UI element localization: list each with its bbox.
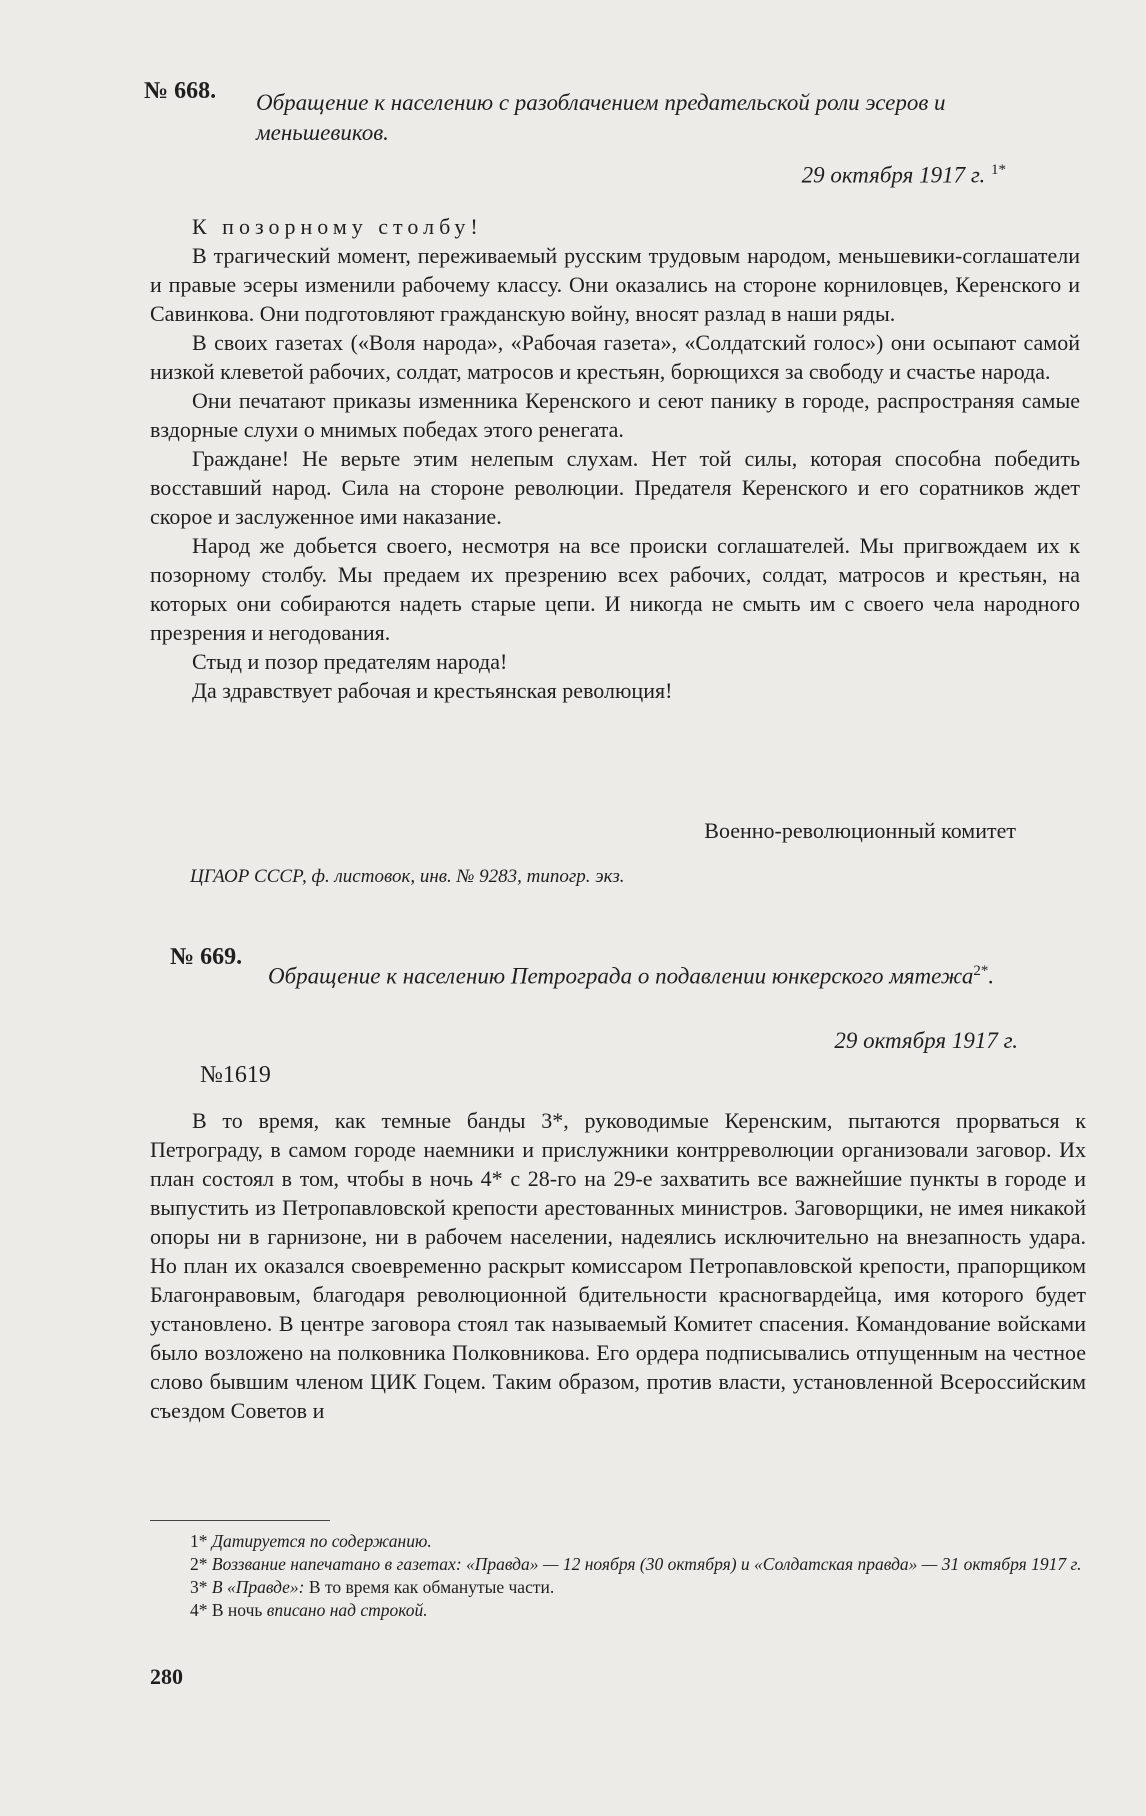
- footnote-4-text: вписано над строкой.: [266, 1600, 428, 1620]
- doc-669-issue-number: №1619: [200, 1062, 271, 1088]
- doc-668-date-note: 1*: [991, 162, 1006, 178]
- doc-668-body: [150, 212, 1080, 705]
- doc-668-number: № 668.: [144, 78, 217, 104]
- doc-668-paragraph-3: Они печатают приказы изменника Керенского и сеют панику в городе, распространяя самые вздорные слухи о мнимых победах этого ренегата.: [150, 388, 1080, 442]
- doc-669-title-note: 2*: [973, 963, 989, 979]
- doc-669-title: Обращение к населению Петрограда о подавлении юнкерского мятежа$^{2*}$.: [268, 963, 995, 989]
- footnotes: [150, 1530, 1086, 1622]
- footnote-4: [150, 1599, 1086, 1622]
- doc-668-paragraph-4: Граждане! Не верьте этим нелепым слухам. Нет той силы, которая способна победить восставший народ. Сила на стороне революции. Предателя Керенского и его соратников ждет скорое и заслуженное ими наказание.: [150, 446, 1080, 529]
- doc-669-title-text: Обращение к населению Петрограда о подавлении юнкерского мятежа: [268, 963, 974, 989]
- footnote-2-text: Воззвание напечатано в газетах: «Правда» — 12 ноября (30 октября) и «Солдатская правда» — 31 октября 1917 г.: [211, 1554, 1082, 1574]
- footnote-4-label: В ночь: [211, 1600, 263, 1620]
- footnote-3-mark: 3*: [190, 1577, 208, 1597]
- doc-668-paragraph-2: В своих газетах («Воля народа», «Рабочая газета», «Солдатский голос») они осыпают самой низкой клеветой рабочих, солдат, матросов и крестьян, борющихся за свободу и счастье народа.: [150, 330, 1080, 384]
- footnote-1-mark: 1*: [190, 1531, 208, 1551]
- doc-668-paragraph-7: Да здравствует рабочая и крестьянская революция!: [192, 678, 673, 703]
- doc-669-paragraph-1: В то время, как темные банды 3*, руководимые Керенским, пытаются прорваться к Петрограду, в самом городе наемники и прислужники контрреволюции организовали заговор. Их план состоял в том, чтобы в ночь 4* с 28-го на 29-е захватить все важнейшие пункты в городе и выпустить из Петропавловской крепости арестованных министров. Заговорщики, не имея никакой опоры ни в гарнизоне, ни в рабочем населении, надеялись исключительно на внезапность удара. Но план их оказался своевременно раскрыт комиссаром Петропавловской крепости, прапорщиком Благонравовым, благодаря революционной бдительности красногвардейца, имя которого будет установлено. В центре заговора стоял так называемый Комитет спасения. Командование войсками было возложено на полковника Полковникова. Его ордера подписывались отпущенным на честное слово бывшим членом ЦИК Гоцем. Таким образом, против власти, установленной Всероссийским съездом Советов и: [150, 1108, 1086, 1423]
- doc-668-paragraph-1: В трагический момент, переживаемый русским трудовым народом, меньшевики-соглашатели и правые эсеры изменили рабочему классу. Они оказались на стороне корниловцев, Керенского и Савинкова. Они подготовляют гражданскую войну, вносят разлад в наши ряды.: [150, 243, 1080, 326]
- doc-668-date: [600, 162, 1006, 189]
- doc-668-date-text: 29 октября 1917 г.: [801, 162, 986, 188]
- doc-668-signature: Военно-революционный комитет: [704, 818, 1016, 843]
- doc-669-number: № 669.: [170, 944, 243, 970]
- footnote-2-mark: 2*: [190, 1554, 208, 1574]
- doc-668-heading: К позорному столбу!: [192, 214, 483, 239]
- footnote-1-text: Датируется по содержанию.: [211, 1531, 432, 1551]
- doc-669-body: [150, 1106, 1086, 1425]
- doc-668-title: Обращение к населению с разоблачением предательской роли эсеров и меньшевиков.: [256, 90, 946, 145]
- doc-668-source: ЦГАОР СССР, ф. листовок, инв. № 9283, типогр. экз.: [190, 866, 625, 887]
- doc-668-paragraph-5: Народ же добьется своего, несмотря на все происки соглашателей. Мы пригвождаем их к позорному столбу. Мы предаем их презрению всех рабочих, солдат, матросов и крестьян, на которых они собираются надеть старые цепи. И никогда не смыть им с своего чела народного презрения и негодования.: [150, 533, 1080, 645]
- footnote-3-label: В «Правде»:: [211, 1577, 305, 1597]
- footnote-3: [150, 1576, 1086, 1599]
- footnote-4-mark: 4*: [190, 1600, 208, 1620]
- footnote-3-text: В то время как обманутые части.: [308, 1577, 555, 1597]
- footnote-divider: [150, 1520, 330, 1521]
- footnote-1: [150, 1530, 1086, 1553]
- footnote-2: [150, 1553, 1086, 1576]
- page-number: 280: [150, 1664, 183, 1689]
- doc-668-paragraph-6: Стыд и позор предателям народа!: [192, 649, 508, 674]
- doc-669-date: 29 октября 1917 г.: [834, 1028, 1018, 1053]
